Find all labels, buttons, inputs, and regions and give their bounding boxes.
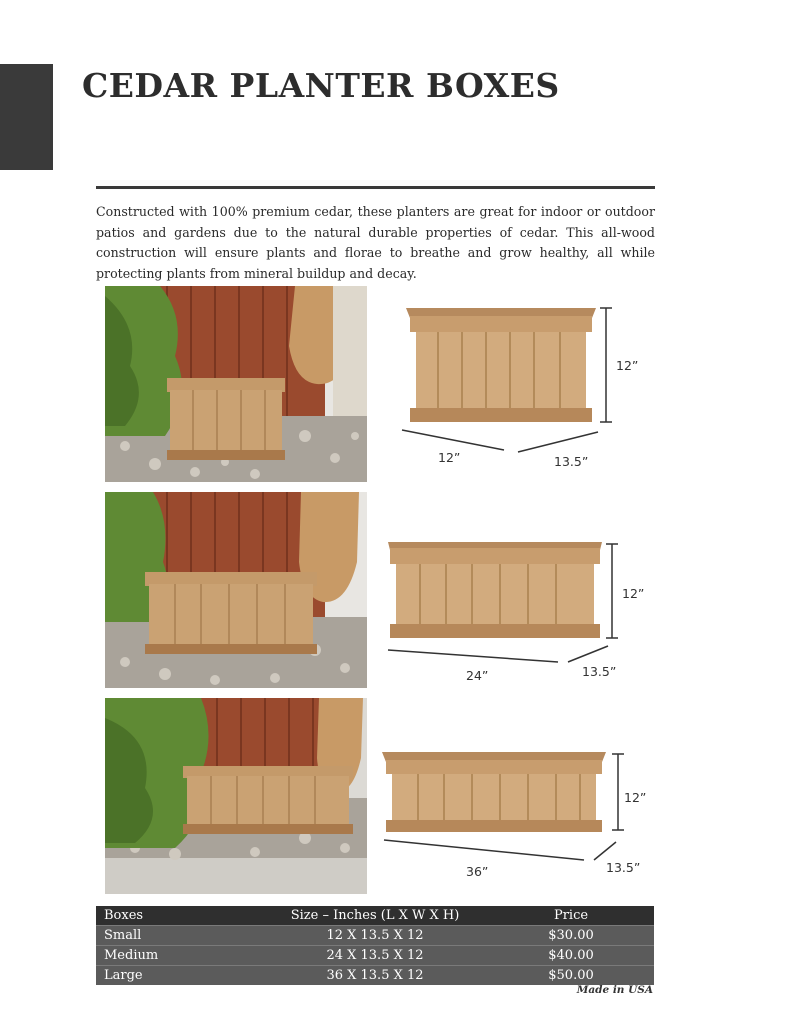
page-title: CEDAR PLANTER BOXES (82, 66, 560, 105)
row-price: $30.00 (488, 926, 654, 946)
table-row (96, 926, 654, 946)
row-price: $40.00 (488, 946, 654, 966)
pricing-table (96, 906, 654, 985)
large-planter-photo (105, 698, 367, 894)
row-price: $50.00 (488, 966, 654, 986)
table-row (96, 966, 654, 986)
medium-length-label: 24” (466, 668, 489, 683)
header-size: Size – Inches (L X W X H) (262, 906, 488, 926)
small-planter-photo (105, 286, 367, 482)
small-planter-diagram (380, 290, 660, 480)
made-in-usa-note: Made in USA (576, 984, 653, 996)
large-width-label: 13.5” (606, 860, 641, 875)
row-box: Large (96, 966, 262, 986)
small-length-label: 12” (438, 450, 461, 465)
large-length-label: 36” (466, 864, 489, 879)
small-width-label: 13.5” (554, 454, 589, 469)
large-planter-diagram (380, 744, 660, 884)
table-row (96, 946, 654, 966)
side-tab-marker (0, 64, 53, 170)
medium-width-label: 13.5” (582, 664, 617, 679)
intro-paragraph: Constructed with 100% premium cedar, these planters are great for indoor or outdoor patios and gardens due to the natural durable properties of cedar. This all-wood construction will ensure plants and florae to breathe and grow healthy, all while protecting plants from mineral buildup and decay. (96, 204, 655, 281)
small-height-label: 12” (616, 358, 639, 373)
medium-planter-photo (105, 492, 367, 688)
header-boxes: Boxes (96, 906, 262, 926)
medium-height-label: 12” (622, 586, 645, 601)
row-box: Small (96, 926, 262, 946)
row-size: 12 X 13.5 X 12 (262, 926, 488, 946)
medium-planter-diagram (380, 536, 660, 686)
row-size: 24 X 13.5 X 12 (262, 946, 488, 966)
row-box: Medium (96, 946, 262, 966)
header-price: Price (488, 906, 654, 926)
row-size: 36 X 13.5 X 12 (262, 966, 488, 986)
large-height-label: 12” (624, 790, 647, 805)
title-divider (96, 186, 655, 189)
table-header-row (96, 906, 654, 926)
